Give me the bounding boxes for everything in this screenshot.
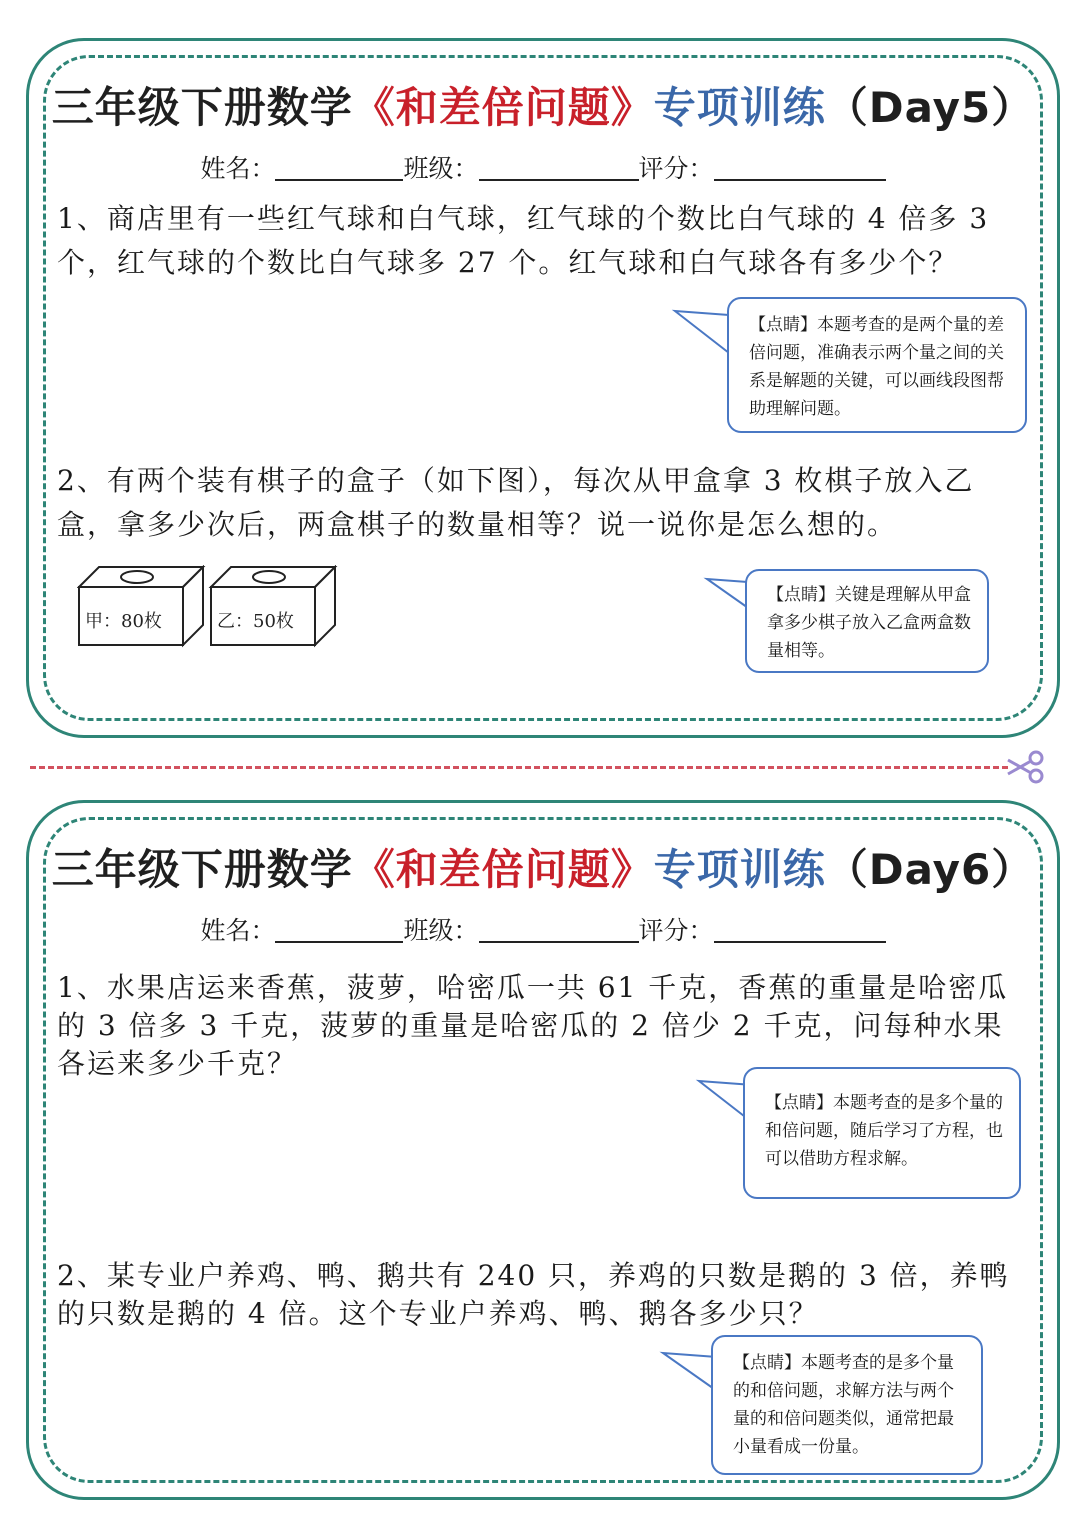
box-b-label: 乙：50枚 [217,611,294,632]
sheet-title [29,75,1057,135]
student-info-row [29,911,1057,947]
class-field[interactable] [479,153,639,181]
name-label: 姓名： [200,916,276,945]
chess-boxes-figure [77,565,347,649]
hint-bubble-2: 【点睛】关键是理解从甲盒拿多少棋子放入乙盒两盒数量相等。 [745,569,989,673]
title-training: 专项训练 [653,845,826,894]
class-label: 班级： [403,916,479,945]
student-info-row [29,149,1057,185]
scissors-icon [1004,750,1046,784]
box-icon [79,567,203,645]
score-field[interactable] [714,915,886,943]
worksheet-day5 [26,38,1060,738]
name-field[interactable] [275,153,403,181]
hint-bubble-1: 【点睛】本题考查的是多个量的和倍问题，随后学习了方程，也可以借助方程求解。 [743,1067,1021,1199]
score-label: 评分： [638,154,714,183]
title-topic: 《和差倍问题》 [352,845,654,894]
box-a-label: 甲：80枚 [85,611,162,632]
question-2: 2、某专业户养鸡、鸭、鹅共有 240 只，养鸡的只数是鹅的 3 倍，养鸭的只数是鹅的 4 倍。这个专业户养鸡、鸭、鹅各多少只？ [57,1259,1010,1330]
title-day: （Day6） [825,845,1035,894]
bubble-tail [673,309,733,359]
class-field[interactable] [479,915,639,943]
question-1: 1、商店里有一些红气球和白气球，红气球的个数比白气球的 4 倍多 3 个，红气球的个数比白气球多 27 个。红气球和白气球各有多少个？ [57,202,990,279]
hint-bubble-1: 【点睛】本题考查的是两个量的差倍问题，准确表示两个量之间的关系是解题的关键，可以画线段图帮助理解问题。 [727,297,1027,433]
question-1: 1、水果店运来香蕉，菠萝，哈密瓜一共 61 千克，香蕉的重量是哈密瓜的 3 倍多 3 千克，菠萝的重量是哈密瓜的 2 倍少 2 千克，问每种水果各运来多少千克？ [57,971,1009,1080]
title-prefix: 三年级下册数学 [51,845,353,894]
title-training: 专项训练 [653,83,826,132]
name-label: 姓名： [200,154,276,183]
hint-bubble-2: 【点睛】本题考查的是多个量的和倍问题，求解方法与两个量的和倍问题类似，通常把最小量看成一份量。 [711,1335,983,1475]
cut-line [30,766,1008,769]
title-topic: 《和差倍问题》 [352,83,654,132]
worksheet-day6 [26,800,1060,1500]
title-day: （Day5） [825,83,1035,132]
box-icon [211,567,335,645]
name-field[interactable] [275,915,403,943]
sheet-title [29,837,1057,897]
title-prefix: 三年级下册数学 [51,83,353,132]
class-label: 班级： [403,154,479,183]
score-field[interactable] [714,153,886,181]
question-2: 2、有两个装有棋子的盒子（如下图），每次从甲盒拿 3 枚棋子放入乙盒，拿多少次后，两盒棋子的数量相等？说一说你是怎么想的。 [57,464,975,541]
score-label: 评分： [638,916,714,945]
